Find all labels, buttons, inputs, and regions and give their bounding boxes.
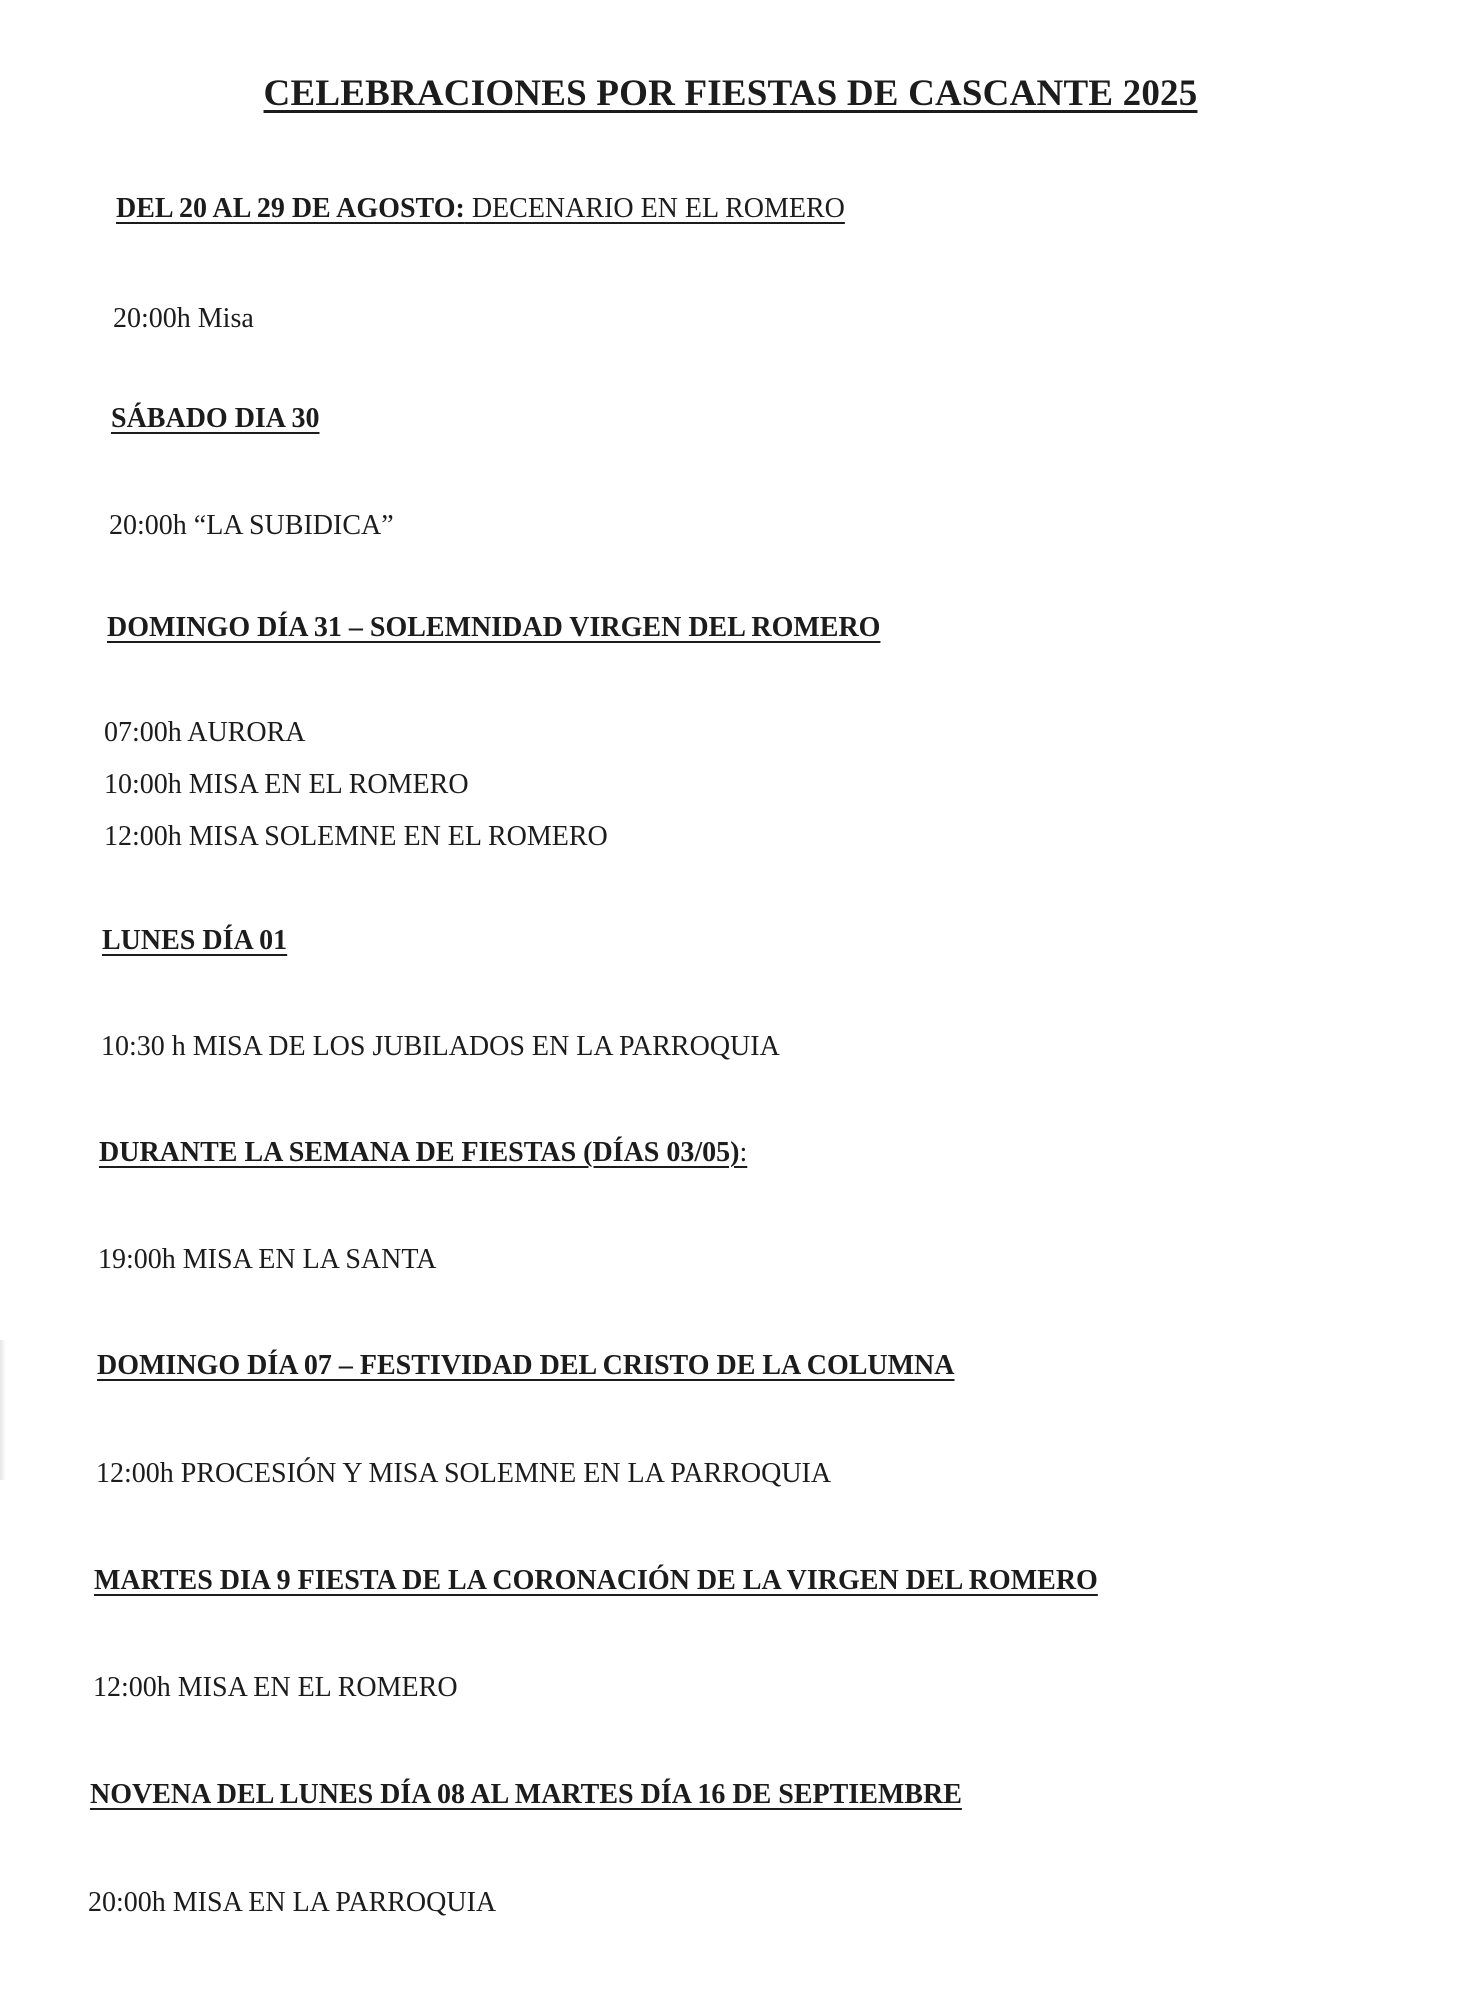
schedule-item: 20:00h “LA SUBIDICA” <box>109 510 394 541</box>
section-heading-bold: DOMINGO DÍA 31 – SOLEMNIDAD VIRGEN DEL ROMERO <box>107 612 881 643</box>
schedule-item: 10:30 h MISA DE LOS JUBILADOS EN LA PARROQUIA <box>101 1031 780 1062</box>
schedule-item: 19:00h MISA EN LA SANTA <box>98 1244 437 1275</box>
section-heading-martes-9 <box>94 1565 1098 1597</box>
page-title: CELEBRACIONES POR FIESTAS DE CASCANTE 2025 <box>263 73 1198 114</box>
section-heading-bold: MARTES DIA 9 FIESTA DE LA CORONACIÓN DE LA VIRGEN DEL ROMERO <box>94 1565 1098 1596</box>
schedule-item: 20:00h MISA EN LA PARROQUIA <box>88 1887 497 1918</box>
schedule-item: 12:00h MISA SOLEMNE EN EL ROMERO <box>104 821 608 852</box>
section-heading-lunes-01 <box>102 925 287 957</box>
section-heading-semana-fiestas <box>99 1137 747 1169</box>
section-heading-bold: NOVENA DEL LUNES DÍA 08 AL MARTES DÍA 16 DE SEPTIEMBRE <box>90 1779 962 1810</box>
section-heading-bold: SÁBADO DIA 30 <box>111 403 320 434</box>
schedule-item: 07:00h AURORA <box>104 717 306 748</box>
section-heading-bold: DURANTE LA SEMANA DE FIESTAS (DÍAS 03/05) <box>99 1137 740 1168</box>
section-heading-sabado <box>111 403 319 435</box>
schedule-item: 10:00h MISA EN EL ROMERO <box>104 769 469 800</box>
section-heading-bold: DOMINGO DÍA 07 – FESTIVIDAD DEL CRISTO DE LA COLUMNA <box>97 1350 955 1381</box>
section-heading-bold: LUNES DÍA 01 <box>102 925 288 956</box>
schedule-item: 20:00h Misa <box>113 303 254 334</box>
section-heading-normal: : <box>739 1137 748 1168</box>
section-heading-normal: DECENARIO EN EL ROMERO <box>464 193 845 224</box>
schedule-item: 12:00h PROCESIÓN Y MISA SOLEMNE EN LA PARROQUIA <box>96 1458 832 1489</box>
schedule-item: 12:00h MISA EN EL ROMERO <box>93 1672 458 1703</box>
scan-edge-shadow <box>0 1340 6 1480</box>
section-heading-domingo-07 <box>97 1350 955 1382</box>
section-heading-domingo-31 <box>107 612 880 644</box>
section-heading-novena <box>90 1779 962 1811</box>
section-heading-agosto <box>116 193 845 225</box>
section-heading-bold: DEL 20 AL 29 DE AGOSTO: <box>116 193 465 224</box>
